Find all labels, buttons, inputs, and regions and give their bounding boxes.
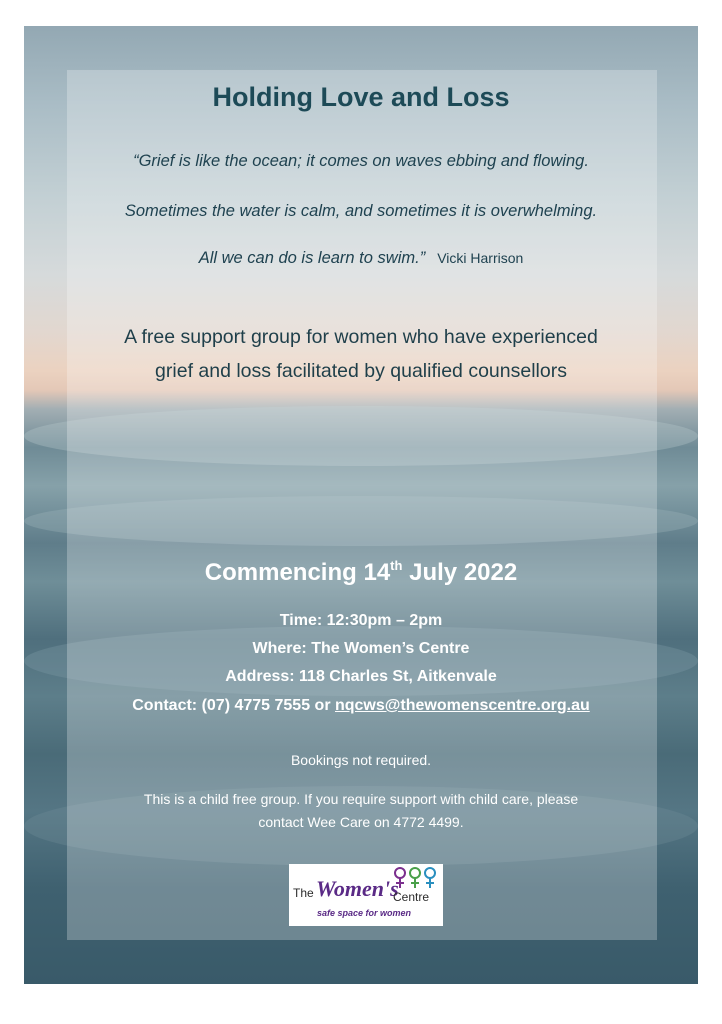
description-line-2: grief and loss facilitated by qualified counsellors: [155, 360, 567, 382]
content-panel: [67, 70, 657, 940]
commencing-prefix: Commencing 14: [204, 559, 391, 586]
venue-detail: Where: The Women’s Centre: [252, 640, 470, 657]
logo-women: Women's: [316, 876, 399, 901]
childfree-note-line-1: This is a child free group. If you require support with child care, please: [143, 791, 579, 807]
quote-line-1: “Grief is like the ocean; it comes on waves ebbing and flowing.: [133, 152, 589, 170]
female-symbol-icon: [410, 868, 420, 878]
time-detail: Time: 12:30pm – 2pm: [279, 612, 443, 629]
contact-phone: Contact: (07) 4775 7555 or: [132, 697, 335, 714]
bookings-note: Bookings not required.: [290, 752, 432, 768]
logo-tagline: safe space for women: [317, 908, 412, 918]
quote-text: All we can do is learn to swim.”: [198, 249, 426, 267]
quote-line-2: Sometimes the water is calm, and sometimes it is overwhelming.: [124, 202, 598, 220]
poster-background: [24, 26, 698, 984]
female-symbol-icon: [425, 868, 435, 878]
address-detail: Address: 118 Charles St, Aitkenvale: [225, 668, 497, 685]
description-line-1: A free support group for women who have experienced: [124, 326, 598, 348]
quote-line-3: [24, 249, 698, 268]
quote-author: Vicki Harrison: [437, 250, 524, 266]
womens-centre-logo: [289, 864, 443, 926]
commencing-rest: July 2022: [402, 559, 518, 586]
logo-the: The: [293, 886, 314, 900]
page-title: Holding Love and Loss: [212, 82, 510, 112]
contact-detail: [24, 697, 698, 715]
childfree-note-line-2: contact Wee Care on 4772 4499.: [258, 814, 464, 830]
email-link[interactable]: nqcws@thewomenscentre.org.au: [334, 697, 590, 714]
female-symbols-icon: [393, 866, 439, 892]
logo-centre: Centre: [393, 890, 430, 904]
commencing-date: [24, 558, 698, 587]
commencing-suffix: th: [390, 558, 403, 573]
